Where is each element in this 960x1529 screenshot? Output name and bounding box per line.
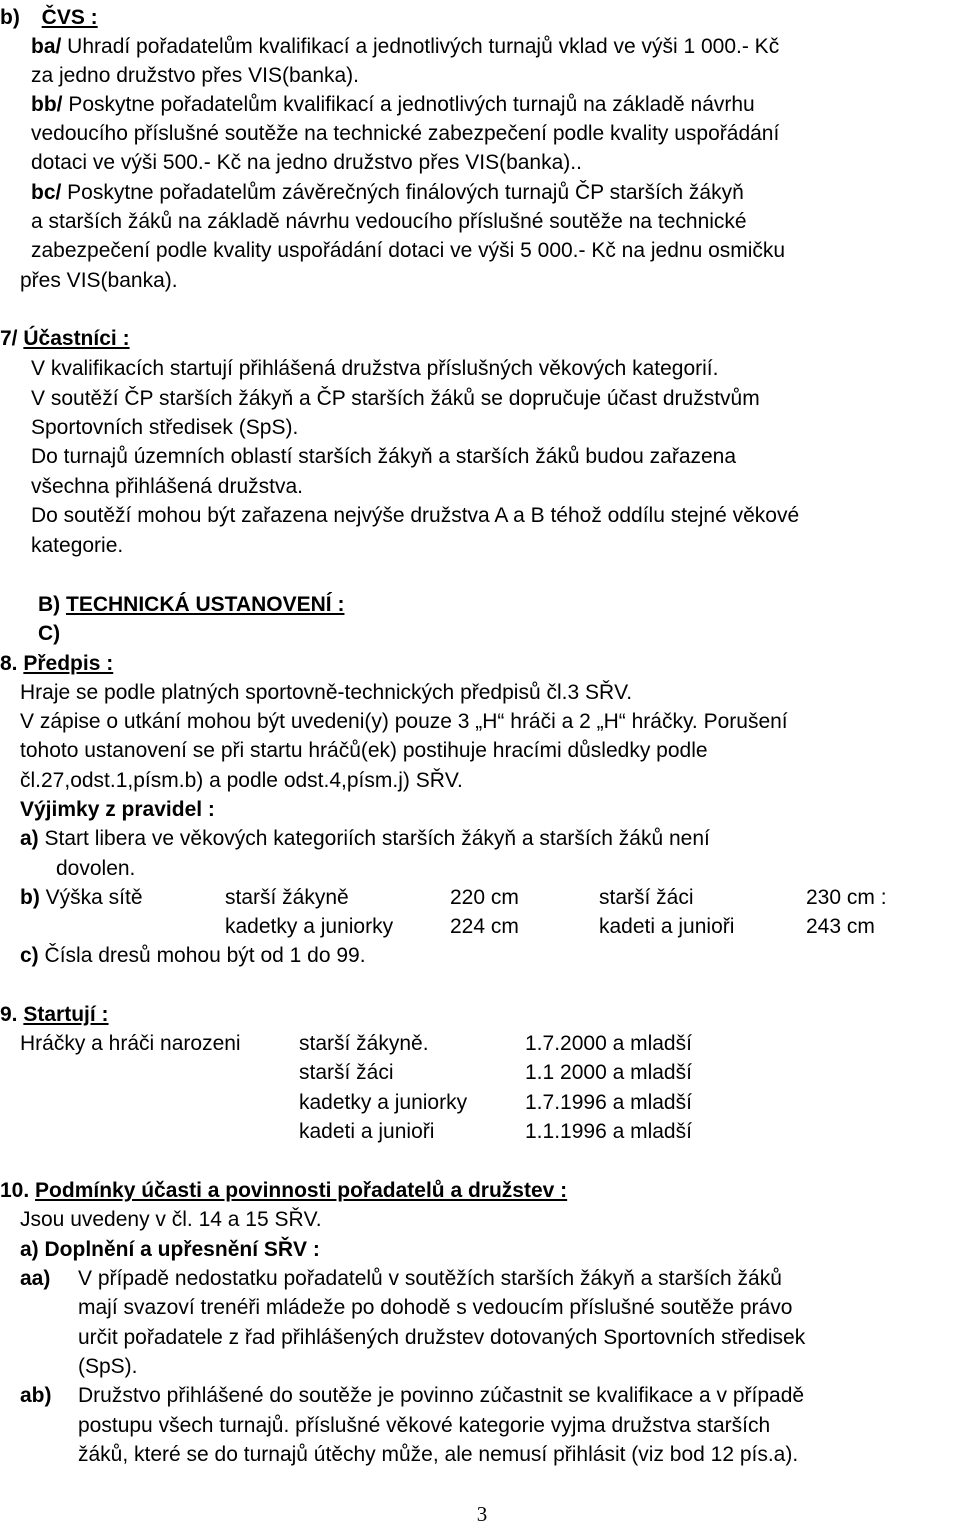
- text-line: Poskytne pořadatelům kvalifikací a jednotlivých turnajů na základě návrhu: [62, 93, 755, 116]
- text-line: Výška sítě: [39, 886, 143, 909]
- item-label: ba/: [31, 35, 62, 58]
- text-line: postupu všech turnajů. příslušné věkové kategorie vyjma družstva starších: [78, 1414, 771, 1437]
- eligibility-category: starší žákyně.: [299, 1032, 429, 1055]
- text-line: tohoto ustanovení se při startu hráčů(ek) postihuje hracími důsledky podle: [20, 739, 708, 762]
- net-height: 224 cm: [450, 915, 519, 938]
- eligibility-date: 1.1 2000 a mladší: [525, 1061, 692, 1084]
- section-8-heading: [0, 651, 113, 677]
- text-line: přes VIS(banka).: [20, 269, 178, 292]
- section-letter-c: C): [38, 622, 61, 645]
- section-b-heading: [0, 5, 98, 31]
- net-height: 243 cm: [806, 915, 875, 938]
- section-number: 7/: [0, 327, 24, 350]
- text-line: dotaci ve výši 500.- Kč na jedno družstvo přes VIS(banka)..: [31, 151, 582, 174]
- text-line: vedoucího příslušné soutěže na technické zabezpečení podle kvality uspořádání: [31, 122, 780, 145]
- section-letter: b): [0, 6, 20, 29]
- section-9-heading: [0, 1002, 109, 1028]
- text-line: všechna přihlášená družstva.: [31, 475, 303, 498]
- section-title: ČVS :: [41, 6, 98, 29]
- exceptions-heading: Výjimky z pravidel :: [20, 798, 215, 821]
- text-line: čl.27,odst.1,písm.b) a podle odst.4,písm.j) SŘV.: [20, 769, 463, 792]
- text-line: Do turnajů územních oblastí starších žákyň a starších žáků budou zařazena: [31, 445, 737, 468]
- section-title: Startují :: [23, 1003, 109, 1026]
- section-title: TECHNICKÁ USTANOVENÍ :: [66, 593, 345, 616]
- text-line: Do soutěží mohou být zařazena nejvýše družstva A a B téhož oddílu stejné věkové: [31, 504, 800, 527]
- page-number: 3: [476, 1502, 488, 1526]
- exception-c: [20, 943, 366, 969]
- text-line: a starších žáků na základě návrhu vedoucího příslušné soutěže na technické: [31, 210, 747, 233]
- net-category: starší žáci: [599, 886, 694, 909]
- text-line: V případě nedostatku pořadatelů v soutěžích starších žákyň a starších žáků: [78, 1267, 782, 1290]
- eligibility-lead: Hráčky a hráči narozeni: [20, 1032, 241, 1055]
- paragraph-ba: [31, 34, 779, 60]
- net-category: kadeti a junioři: [599, 915, 735, 938]
- text-line: Hraje se podle platných sportovně-technických předpisů čl.3 SŘV.: [20, 681, 633, 704]
- subsection-heading: a) Doplnění a upřesnění SŘV :: [20, 1238, 320, 1261]
- section-7-heading: [0, 326, 130, 352]
- item-label: bc/: [31, 181, 62, 204]
- text-line: za jedno družstvo přes VIS(banka).: [31, 64, 360, 87]
- text-line: (SpS).: [78, 1355, 138, 1378]
- eligibility-date: 1.7.2000 a mladší: [525, 1032, 692, 1055]
- text-line: V zápise o utkání mohou být uvedeni(y) pouze 3 „H“ hráči a 2 „H“ hráčky. Porušení: [20, 710, 788, 733]
- text-line: zabezpečení podle kvality uspořádání dotaci ve výši 5 000.- Kč na jednu osmičku: [31, 239, 786, 262]
- eligibility-category: kadetky a juniorky: [299, 1091, 468, 1114]
- text-line: Start libera ve věkových kategoriích starších žákyň a starších žáků není: [38, 827, 710, 850]
- text-line: určit pořadatele z řad přihlášených družstev dotovaných Sportovních středisek: [78, 1326, 806, 1349]
- text-line: žáků, které se do turnajů útěchy může, ale nemusí přihlásit (viz bod 12 pís.a).: [78, 1443, 799, 1466]
- text-line: Poskytne pořadatelům závěrečných finálových turnajů ČP starších žákyň: [61, 181, 744, 204]
- section-title: Předpis :: [23, 652, 114, 675]
- item-label: a): [20, 827, 39, 850]
- eligibility-category: kadeti a junioři: [299, 1120, 435, 1143]
- section-number: 9.: [0, 1003, 24, 1026]
- section-number: 10.: [0, 1179, 36, 1202]
- item-label: bb/: [31, 93, 63, 116]
- section-title: Účastníci :: [23, 327, 130, 350]
- exception-b: [20, 885, 143, 911]
- item-label: c): [20, 944, 39, 967]
- item-label: ab): [20, 1384, 52, 1407]
- net-category: starší žákyně: [225, 886, 349, 909]
- text-line: V kvalifikacích startují přihlášená družstva příslušných věkových kategorií.: [31, 357, 719, 380]
- text-line: Jsou uvedeny v čl. 14 a 15 SŘV.: [20, 1208, 322, 1231]
- text-line: kategorie.: [31, 534, 124, 557]
- text-line: Sportovních středisek (SpS).: [31, 416, 299, 439]
- net-category: kadetky a juniorky: [225, 915, 394, 938]
- net-height: 220 cm: [450, 886, 519, 909]
- exception-a: [20, 826, 710, 852]
- section-letter: B): [38, 593, 66, 616]
- paragraph-bb: [31, 92, 755, 118]
- eligibility-date: 1.7.1996 a mladší: [525, 1091, 692, 1114]
- section-10-heading: [0, 1178, 567, 1204]
- text-line: Družstvo přihlášené do soutěže je povinno zúčastnit se kvalifikace a v případě: [78, 1384, 805, 1407]
- eligibility-category: starší žáci: [299, 1061, 394, 1084]
- text-line: V soutěží ČP starších žákyň a ČP starších žáků se dopručuje účast družstvům: [31, 387, 760, 410]
- eligibility-date: 1.1.1996 a mladší: [525, 1120, 692, 1143]
- item-label: b): [20, 886, 40, 909]
- item-label: aa): [20, 1267, 51, 1290]
- net-height: 230 cm :: [806, 886, 887, 909]
- technical-heading: [38, 592, 344, 618]
- section-number: 8.: [0, 652, 24, 675]
- section-title: Podmínky účasti a povinnosti pořadatelů a družstev :: [35, 1179, 568, 1202]
- text-line: Uhradí pořadatelům kvalifikací a jednotlivých turnajů vklad ve výši 1 000.- Kč: [61, 35, 780, 58]
- text-line: mají svazoví trenéři mládeže po dohodě s vedoucím příslušné soutěže právo: [78, 1296, 793, 1319]
- text-line: Čísla dresů mohou být od 1 do 99.: [38, 944, 366, 967]
- paragraph-bc: [31, 180, 744, 206]
- text-line: dovolen.: [56, 857, 136, 880]
